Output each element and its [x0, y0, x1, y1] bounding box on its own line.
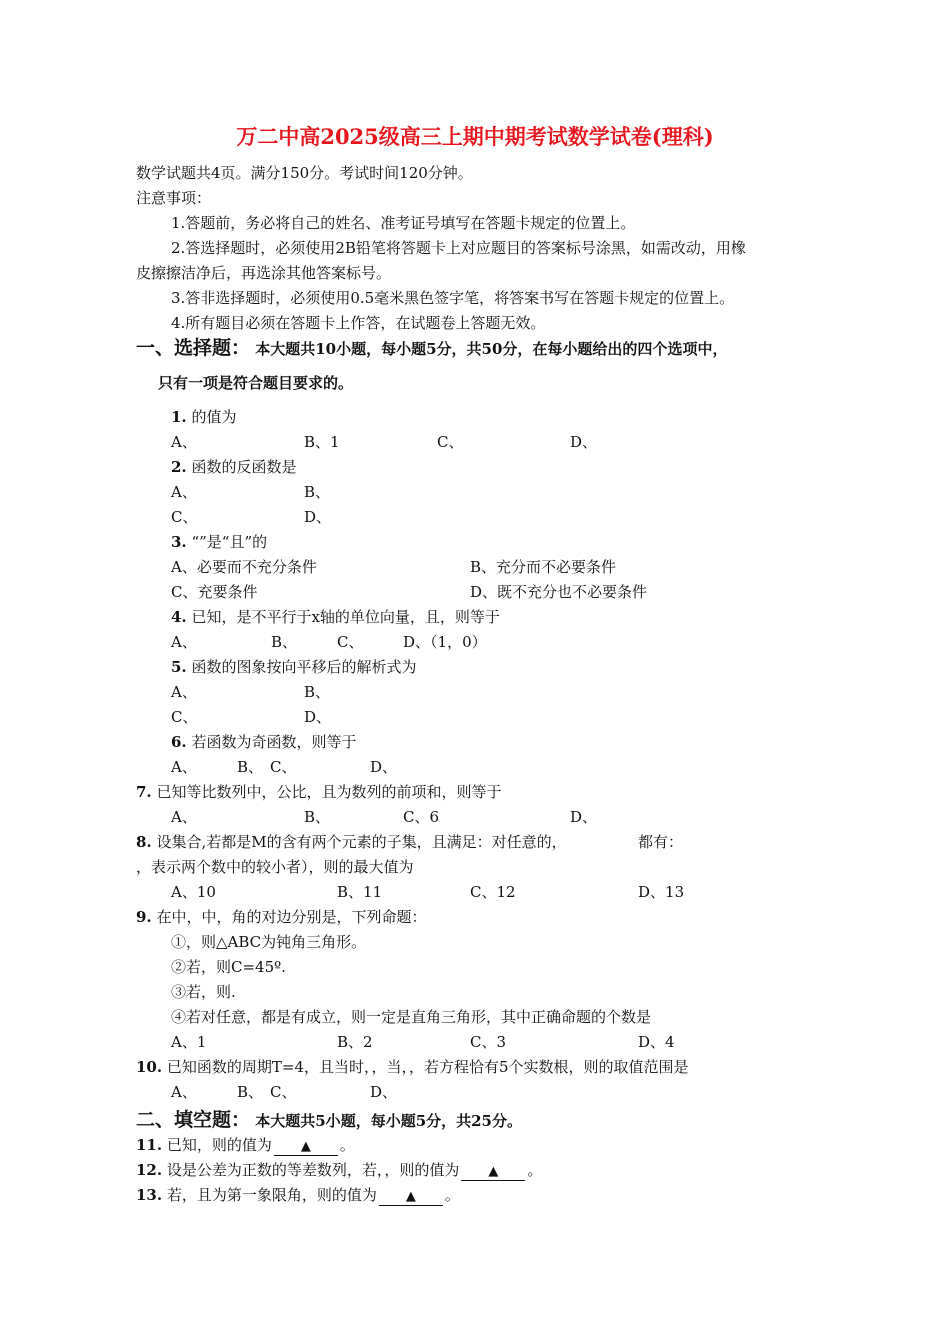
note-1: 1.答题前，务必将自己的姓名、准考证号填写在答题卡规定的位置上。: [171, 214, 636, 232]
option-b: B、: [237, 1083, 264, 1101]
option-b: B、11: [337, 883, 383, 901]
question-text: “”是“且”的: [191, 533, 268, 551]
option-b: B、: [237, 758, 264, 776]
option-a: A、: [171, 633, 197, 651]
question-number: 1.: [171, 408, 187, 426]
section1-desc-cont: 只有一项是符合题目要求的。: [158, 374, 354, 392]
question-text: 设是公差为正数的等差数列，若，，则的值为: [166, 1161, 460, 1179]
question-6: [171, 733, 356, 751]
question-text: 已知，则的值为: [166, 1136, 272, 1154]
option-a: A、10: [171, 883, 216, 901]
option-d: D、（1，0）: [403, 633, 487, 651]
section2-heading: 二、填空题：: [136, 1109, 251, 1131]
question-8: [136, 833, 567, 851]
option-d: D、: [304, 508, 332, 526]
option-d: D、: [304, 708, 332, 726]
option-c: C、3: [470, 1033, 507, 1051]
question-number: 4.: [171, 608, 187, 626]
section2-header: [136, 1111, 522, 1130]
question-text: 在中，中，角的对边分别是，下列命题：: [156, 908, 427, 926]
option-c: C、: [171, 508, 198, 526]
option-c: C、: [270, 1083, 297, 1101]
question-number: 7.: [136, 783, 152, 801]
option-c: C、: [437, 433, 464, 451]
option-a: A、: [171, 1083, 197, 1101]
exam-title: 万二中高2025级高三上期中期考试数学试卷(理科): [236, 124, 714, 149]
section1-header: [136, 339, 727, 358]
question-text: 若，且为第一象限角，则的值为: [166, 1186, 377, 1204]
note-2-cont: 皮擦擦洁净后，再选涂其他答案标号。: [136, 264, 392, 282]
question-text: 已知函数的周期T=4，且当时，，当，，若方程恰有5个实数根，则的取值范围是: [166, 1058, 689, 1076]
question-number: 13.: [136, 1186, 163, 1204]
question-number: 11.: [136, 1136, 163, 1154]
question-12: [136, 1161, 542, 1181]
question-text: 若函数为奇函数，则等于: [191, 733, 357, 751]
question-number: 12.: [136, 1161, 163, 1179]
option-d: D、: [370, 1083, 398, 1101]
note-4: 4.所有题目必须在答题卡上作答，在试题卷上答题无效。: [171, 314, 546, 332]
question-number: 8.: [136, 833, 152, 851]
question-text-cont: ，表示两个数中的较小者），则的最大值为: [136, 858, 414, 876]
question-number: 2.: [171, 458, 187, 476]
answer-blank: ▲: [379, 1189, 443, 1206]
question-text: 设集合,若都是M的含有两个元素的子集，且满足：对任意的，: [156, 833, 567, 851]
option-d: D、: [570, 808, 598, 826]
option-a: A、必要而不充分条件: [171, 558, 317, 576]
option-d: D、: [570, 433, 598, 451]
question-1: [171, 408, 236, 426]
option-c: C、: [337, 633, 364, 651]
option-a: A、: [171, 758, 197, 776]
question-end: 。: [444, 1186, 460, 1204]
question-text: 已知等比数列中，公比，且为数列的前项和，则等于: [156, 783, 502, 801]
option-b: B、: [304, 683, 331, 701]
option-d: D、4: [638, 1033, 675, 1051]
notes-heading: 注意事项：: [136, 189, 212, 207]
option-a: A、: [171, 433, 197, 451]
question-2: [171, 458, 296, 476]
exam-intro: 数学试题共4页。满分150分。考试时间120分钟。: [136, 164, 473, 182]
question-number: 10.: [136, 1058, 163, 1076]
option-d: D、13: [638, 883, 685, 901]
option-c: C、充要条件: [171, 583, 258, 601]
option-a: A、: [171, 483, 197, 501]
section1-heading: 一、选择题：: [136, 337, 251, 359]
proposition-3: ③若，则.: [171, 983, 236, 1001]
question-end: 。: [527, 1161, 543, 1179]
option-d: D、: [370, 758, 398, 776]
question-text-b: 都有：: [638, 833, 684, 851]
option-b: B、1: [304, 433, 340, 451]
option-a: A、: [171, 683, 197, 701]
option-c: C、: [171, 708, 198, 726]
option-b: B、: [271, 633, 298, 651]
question-9: [136, 908, 426, 926]
section2-desc: 本大题共5小题，每小题5分，共25分。: [255, 1112, 522, 1130]
proposition-4: ④若对任意，都是有成立，则一定是直角三角形，其中正确命题的个数是: [171, 1008, 652, 1026]
question-13: [136, 1186, 460, 1206]
question-text: 已知，是不平行于x轴的单位向量，且，则等于: [191, 608, 500, 626]
note-3: 3.答非选择题时，必须使用0.5毫米黑色签字笔，将答案书写在答题卡规定的位置上。: [171, 289, 735, 307]
question-4: [171, 608, 500, 626]
option-c: C、: [270, 758, 297, 776]
question-3: [171, 533, 267, 551]
option-b: B、: [304, 483, 331, 501]
question-7: [136, 783, 501, 801]
option-b: B、2: [337, 1033, 373, 1051]
question-text: 函数的反函数是: [191, 458, 297, 476]
question-number: 6.: [171, 733, 187, 751]
option-a: A、: [171, 808, 197, 826]
question-10: [136, 1058, 689, 1076]
question-5: [171, 658, 416, 676]
section1-desc: 本大题共10小题，每小题5分，共50分，在每小题给出的四个选项中，: [255, 340, 728, 358]
option-a: A、1: [171, 1033, 207, 1051]
question-number: 3.: [171, 533, 187, 551]
proposition-1: ①，则△ABC为钝角三角形。: [171, 933, 367, 951]
proposition-2: ②若，则C=45º.: [171, 958, 286, 976]
answer-blank: ▲: [461, 1164, 525, 1181]
note-2: 2.答选择题时，必须使用2B铅笔将答题卡上对应题目的答案标号涂黑，如需改动，用橡: [171, 239, 746, 257]
question-11: [136, 1136, 355, 1156]
question-number: 9.: [136, 908, 152, 926]
option-b: B、: [304, 808, 331, 826]
question-number: 5.: [171, 658, 187, 676]
question-text: 的值为: [191, 408, 237, 426]
answer-blank: ▲: [274, 1139, 338, 1156]
option-b: B、充分而不必要条件: [470, 558, 617, 576]
question-text: 函数的图象按向平移后的解析式为: [191, 658, 417, 676]
option-d: D、既不充分也不必要条件: [470, 583, 648, 601]
option-c: C、12: [470, 883, 516, 901]
option-c: C、6: [403, 808, 440, 826]
question-end: 。: [339, 1136, 355, 1154]
